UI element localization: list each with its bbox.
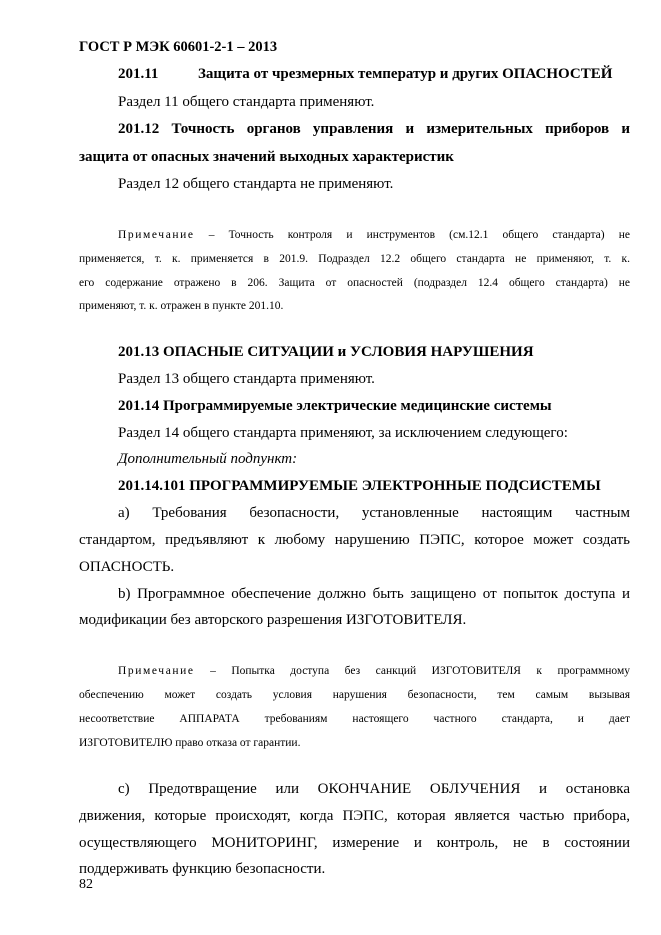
item-a-line3: ОПАСНОСТЬ.: [79, 559, 175, 575]
note-2-line3: несоответствие АППАРАТА требованиям настоящего частного стандарта, и дает: [79, 713, 630, 725]
note-1-label: Примечание: [118, 229, 195, 241]
note-2-line1: Примечание – Попытка доступа без санкций ИЗГОТОВИТЕЛЯ к программному: [118, 665, 630, 677]
section-201-11-number: 201.11: [118, 66, 159, 82]
item-b-line2: модификации без авторского разрешения ИЗГОТОВИТЕЛЯ.: [79, 612, 467, 628]
note-2-label: Примечание: [118, 665, 195, 677]
note-1-line4: применяют, т. к. отражен в пункте 201.10.: [79, 300, 284, 312]
item-a-line2: стандартом, предъявляют к любому нарушению ПЭПС, которое может создать: [79, 532, 630, 548]
note-1-line1: Примечание – Точность контроля и инструментов (см.12.1 общего стандарта) не: [118, 229, 630, 241]
note-2-line2: обеспечению может создать условия нарушения безопасности, тем самым вызывая: [79, 689, 630, 701]
section-201-11-heading: [118, 66, 612, 83]
section-201-12-heading-line1: 201.12 Точность органов управления и измерительных приборов и: [118, 121, 630, 137]
section-201-11-title: Защита от чрезмерных температур и других ОПАСНОСТЕЙ: [198, 66, 613, 82]
item-c-line3: осуществляющего МОНИТОРИНГ, измерение и контроль, не в состоянии: [79, 835, 630, 851]
section-201-14-101-heading: 201.14.101 ПРОГРАММИРУЕМЫЕ ЭЛЕКТРОННЫЕ ПОДСИСТЕМЫ: [118, 478, 601, 494]
item-a-line1: а) Требования безопасности, установленные настоящим частным: [118, 505, 630, 521]
item-b-line1: b) Программное обеспечение должно быть защищено от попыток доступа и: [118, 586, 630, 602]
item-c-line4: поддерживать функцию безопасности.: [79, 861, 326, 877]
section-201-12-body: Раздел 12 общего стандарта не применяют.: [118, 176, 394, 192]
document-header: ГОСТ Р МЭК 60601-2-1 – 2013: [79, 39, 278, 55]
additional-subclause-label: Дополнительный подпункт:: [118, 451, 298, 467]
note-1-line2: применяется, т. к. применяется в 201.9. Подраздел 12.2 общего стандарта не применяют, т. к.: [79, 253, 630, 265]
section-201-14-heading: 201.14 Программируемые электрические медицинские системы: [118, 398, 552, 414]
section-201-13-heading: 201.13 ОПАСНЫЕ СИТУАЦИИ и УСЛОВИЯ НАРУШЕНИЯ: [118, 344, 534, 360]
section-201-13-body: Раздел 13 общего стандарта применяют.: [118, 371, 375, 387]
note-1-line3: его содержание отражено в 206. Защита от опасностей (подраздел 12.4 общего стандарта) не: [79, 277, 630, 289]
note-2-line4: ИЗГОТОВИТЕЛЮ право отказа от гарантии.: [79, 737, 301, 749]
section-201-12-heading-line2: защита от опасных значений выходных характеристик: [79, 149, 454, 165]
item-c-line1: с) Предотвращение или ОКОНЧАНИЕ ОБЛУЧЕНИЯ и остановка: [118, 781, 630, 797]
page-number: 82: [79, 877, 93, 892]
section-201-14-body: Раздел 14 общего стандарта применяют, за исключением следующего:: [118, 425, 568, 441]
item-c-line2: движения, которые происходят, когда ПЭПС, которая является частью прибора,: [79, 808, 630, 824]
section-201-11-body: Раздел 11 общего стандарта применяют.: [118, 94, 375, 110]
